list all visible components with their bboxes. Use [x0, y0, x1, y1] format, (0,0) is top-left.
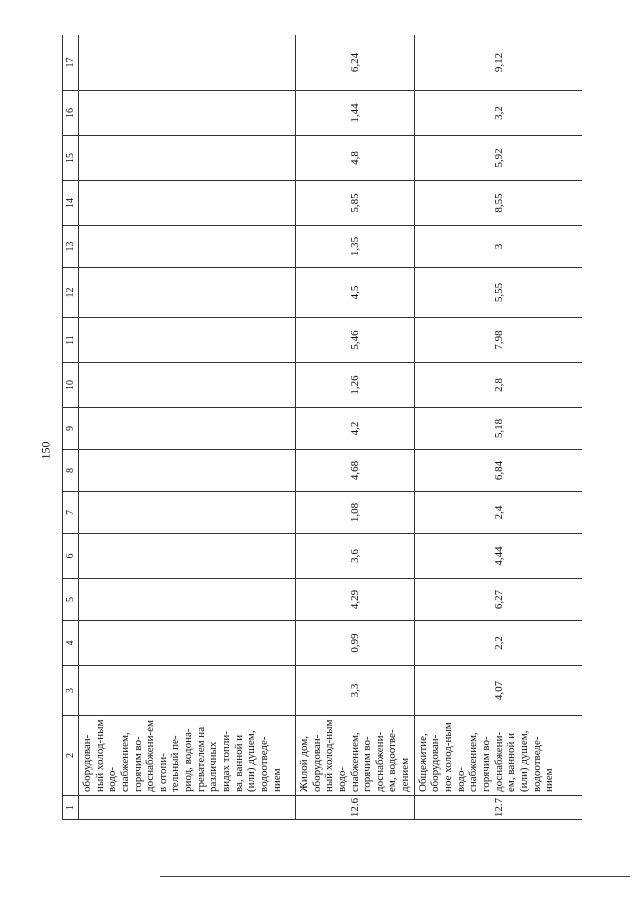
value-cell: 4,2 [296, 408, 415, 450]
value-cell [79, 450, 296, 492]
value-cell [79, 268, 296, 318]
value-cell: 5,85 [296, 181, 415, 226]
value-cell: 5,92 [414, 136, 582, 181]
value-cell [79, 35, 296, 91]
column-number: 8 [63, 450, 79, 492]
value-cell: 6,24 [296, 35, 415, 91]
value-cell: 0,99 [296, 621, 415, 666]
page-number: 150 [38, 441, 53, 460]
column-number: 17 [63, 35, 79, 91]
value-cell [79, 318, 296, 363]
value-cell: 3,6 [296, 534, 415, 579]
row-code [79, 796, 296, 820]
column-number: 10 [63, 363, 79, 408]
value-cell [79, 226, 296, 268]
column-number-row [63, 35, 79, 820]
row-description: Общежитие, оборудован-ное холод-ным водо-снабжением, горячим во-доснабжени-ем, ванной и (или) душем, водоотведе-нием [414, 716, 582, 796]
value-cell [79, 91, 296, 136]
value-cell: 2,2 [414, 621, 582, 666]
column-number: 9 [63, 408, 79, 450]
value-cell: 7,98 [414, 318, 582, 363]
column-number: 7 [63, 492, 79, 534]
value-cell: 1,26 [296, 363, 415, 408]
value-cell: 2,4 [414, 492, 582, 534]
rotated-table-frame [62, 35, 582, 820]
column-number: 11 [63, 318, 79, 363]
value-cell: 1,35 [296, 226, 415, 268]
column-number: 12 [63, 268, 79, 318]
column-number: 15 [63, 136, 79, 181]
table-row [79, 35, 296, 820]
row-code: 12.7 [414, 796, 582, 820]
value-cell: 6,27 [414, 579, 582, 621]
column-number: 16 [63, 91, 79, 136]
value-cell: 1,08 [296, 492, 415, 534]
table-container [62, 35, 582, 820]
value-cell: 3,3 [296, 666, 415, 716]
value-cell: 5,46 [296, 318, 415, 363]
value-cell: 9,12 [414, 35, 582, 91]
table-row [296, 35, 415, 820]
column-number: 14 [63, 181, 79, 226]
value-cell: 4,07 [414, 666, 582, 716]
row-code: 12.6 [296, 796, 415, 820]
value-cell: 5,18 [414, 408, 582, 450]
value-cell [79, 621, 296, 666]
value-cell [79, 181, 296, 226]
value-cell [79, 579, 296, 621]
bottom-rule [160, 876, 630, 877]
value-cell [79, 363, 296, 408]
column-number: 6 [63, 534, 79, 579]
tariff-table [62, 35, 582, 820]
column-number: 4 [63, 621, 79, 666]
value-cell: 4,8 [296, 136, 415, 181]
table-row [414, 35, 582, 820]
column-number: 2 [63, 716, 79, 796]
value-cell: 4,68 [296, 450, 415, 492]
row-description: Жилой дом, оборудован-ный холод-ным водо-снабжением, горячим во-доснабжени-ем, водоотве-дением [296, 716, 415, 796]
column-number: 1 [63, 796, 79, 820]
value-cell: 2,8 [414, 363, 582, 408]
value-cell [79, 666, 296, 716]
column-number: 13 [63, 226, 79, 268]
value-cell: 1,44 [296, 91, 415, 136]
value-cell: 5,55 [414, 268, 582, 318]
value-cell [79, 492, 296, 534]
value-cell: 8,55 [414, 181, 582, 226]
value-cell: 4,5 [296, 268, 415, 318]
column-number: 3 [63, 666, 79, 716]
value-cell [79, 534, 296, 579]
value-cell: 3 [414, 226, 582, 268]
value-cell: 4,29 [296, 579, 415, 621]
row-description: оборудован-ный холод-ным водо-снабжением, горячим во-доснабжени-ем в отопи-тельный пе-риод, водона-гревателем на различных видах топли-ва, ванной и (или) душем, водоотведе-нием [79, 716, 296, 796]
value-cell: 4,44 [414, 534, 582, 579]
value-cell: 3,2 [414, 91, 582, 136]
value-cell [79, 408, 296, 450]
value-cell: 6,84 [414, 450, 582, 492]
column-number: 5 [63, 579, 79, 621]
value-cell [79, 136, 296, 181]
